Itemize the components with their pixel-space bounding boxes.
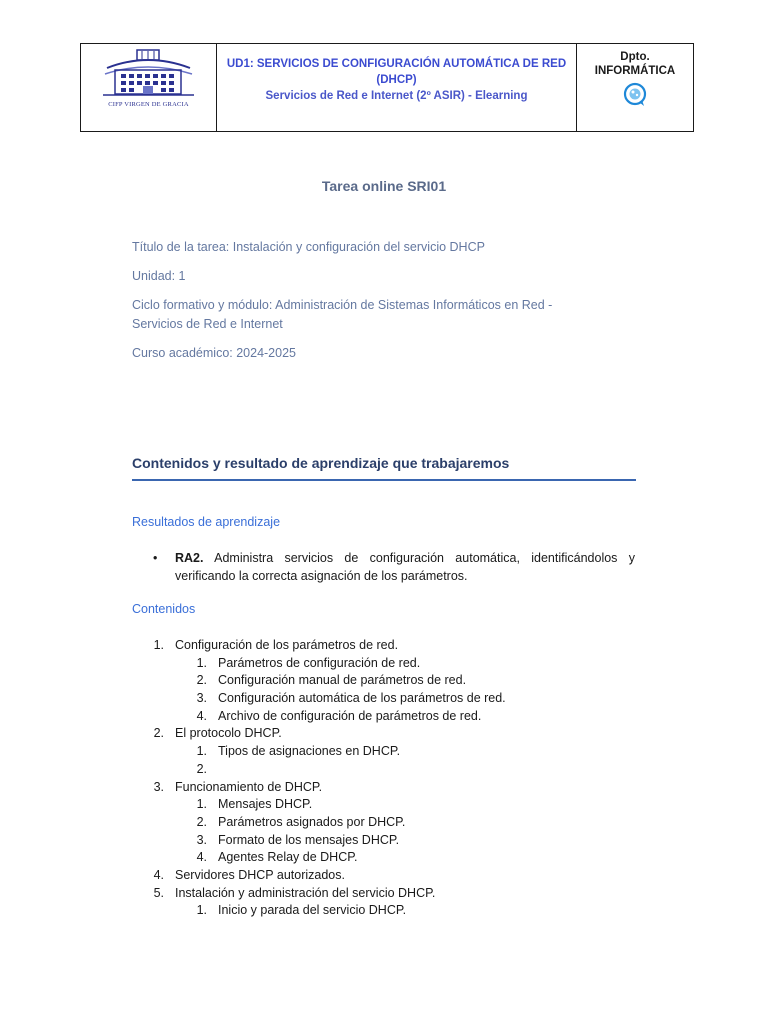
subitem-label: Configuración manual de parámetros de red. — [218, 673, 467, 688]
item-number: 4. — [153, 867, 164, 882]
learning-outcomes-heading: Resultados de aprendizaje — [132, 515, 281, 529]
contents-subitem — [0, 814, 768, 832]
bullet-marker: • — [153, 551, 158, 565]
school-logo-cell — [81, 44, 217, 131]
logo-caption: CIFP VIRGEN DE GRACIA — [108, 101, 189, 108]
contents-subitem — [0, 796, 768, 814]
document-header — [80, 43, 694, 132]
subitem-label: Agentes Relay de DHCP. — [218, 850, 358, 865]
contents-subitem — [0, 743, 768, 761]
contents-item — [0, 779, 768, 797]
subitem-number: 1. — [196, 744, 207, 759]
subitem-label: Archivo de configuración de parámetros de red. — [218, 708, 482, 723]
subitem-label: Parámetros de configuración de red. — [218, 655, 421, 670]
subitem-number: 4. — [196, 708, 207, 723]
contents-subitem — [0, 672, 768, 690]
item-label: Configuración de los parámetros de red. — [175, 638, 399, 652]
item-number: 3. — [153, 779, 164, 794]
ra-label: RA2. — [175, 551, 204, 565]
department-cell — [577, 44, 693, 131]
contents-heading: Contenidos — [132, 602, 196, 616]
dept-label: Dpto. — [620, 51, 650, 63]
subitem-label: Inicio y parada del servicio DHCP. — [218, 903, 407, 918]
subitem-number: 3. — [196, 691, 207, 706]
unit-title-line2: (DHCP) — [376, 74, 417, 86]
item-label: Funcionamiento de DHCP. — [175, 779, 323, 794]
chat-bubble-icon — [622, 82, 648, 108]
contents-item — [0, 885, 768, 903]
contents-list — [0, 637, 768, 920]
cycle-line-2: Servicios de Red e Internet — [132, 317, 283, 331]
unit-line: Unidad: 1 — [132, 269, 186, 283]
academic-year-line: Curso académico: 2024-2025 — [132, 346, 296, 360]
unit-title-line1: UD1: SERVICIOS DE CONFIGURACIÓN AUTOMÁTICA DE RED — [226, 58, 567, 70]
contents-item — [0, 867, 768, 885]
contents-subitem — [0, 690, 768, 708]
subitem-number: 2. — [196, 814, 207, 829]
learning-outcome-text — [175, 549, 635, 585]
contents-subitem — [0, 708, 768, 726]
item-label: Servidores DHCP autorizados. — [175, 867, 345, 882]
section-heading: Contenidos y resultado de aprendizaje que trabajaremos — [132, 455, 636, 481]
item-label: El protocolo DHCP. — [175, 726, 282, 741]
item-number: 5. — [153, 885, 164, 900]
contents-subitem — [0, 832, 768, 850]
dept-name: INFORMÁTICA — [594, 65, 676, 77]
item-label: Instalación y administración del servicio DHCP. — [175, 885, 436, 900]
ra-description: Administra servicios de configuración automática, identificándolos y verificando la correcta asignación de los parámetros. — [175, 551, 635, 583]
module-subtitle: Servicios de Red e Internet (2º ASIR) - Elearning — [265, 90, 528, 102]
contents-item — [0, 637, 768, 655]
subitem-label: Mensajes DHCP. — [218, 797, 313, 812]
item-number: 2. — [153, 726, 164, 741]
subitem-number: 2. — [196, 761, 207, 776]
subitem-number: 3. — [196, 832, 207, 847]
task-name-line: Título de la tarea: Instalación y configuración del servicio DHCP — [132, 240, 485, 254]
subitem-number: 1. — [196, 903, 207, 918]
subitem-label: Parámetros asignados por DHCP. — [218, 814, 406, 829]
subitem-number: 2. — [196, 673, 207, 688]
contents-subitem — [0, 655, 768, 673]
school-building-logo — [101, 48, 196, 100]
subitem-label: Configuración automática de los parámetros de red. — [218, 691, 506, 706]
cycle-line-1: Ciclo formativo y módulo: Administración de Sistemas Informáticos en Red - — [132, 298, 553, 312]
item-number: 1. — [153, 638, 164, 652]
contents-subitem — [0, 761, 768, 779]
unit-title-cell — [217, 44, 577, 131]
subitem-number: 1. — [196, 655, 207, 670]
contents-subitem — [0, 902, 768, 920]
subitem-number: 1. — [196, 797, 207, 812]
learning-outcome-item — [153, 549, 635, 585]
subitem-label: Formato de los mensajes DHCP. — [218, 832, 400, 847]
contents-item — [0, 725, 768, 743]
subitem-number: 4. — [196, 850, 207, 865]
contents-subitem — [0, 849, 768, 867]
task-title: Tarea online SRI01 — [321, 178, 447, 194]
subitem-label: Tipos de asignaciones en DHCP. — [218, 744, 401, 759]
